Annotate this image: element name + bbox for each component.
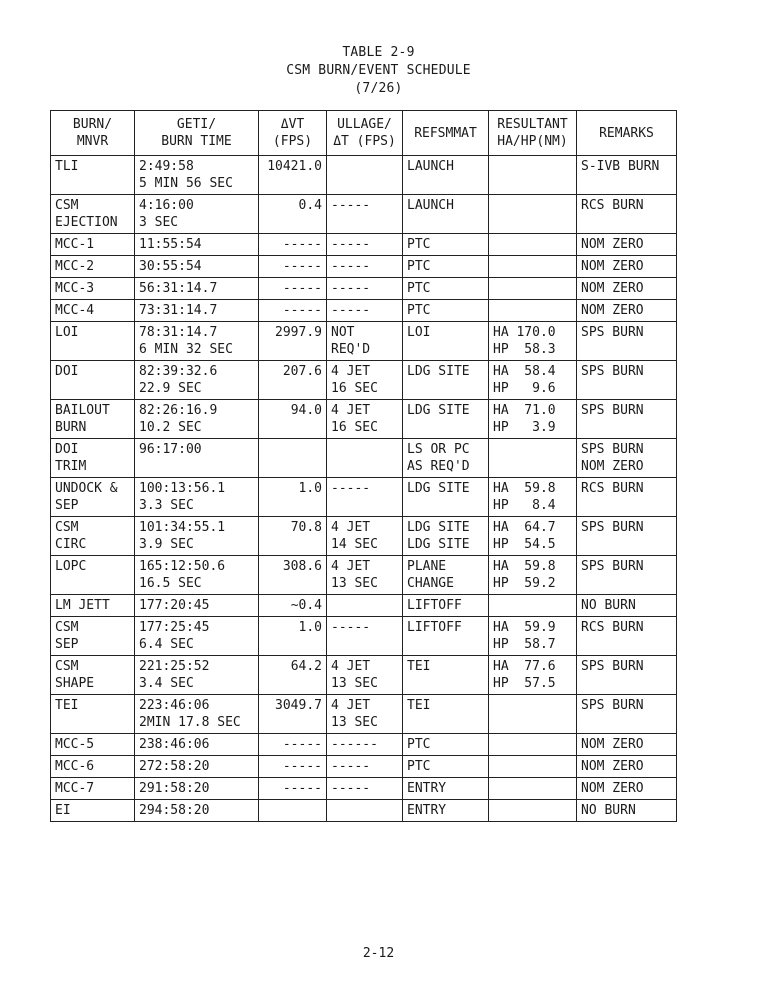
header-row	[51, 111, 677, 156]
table-cell: -----	[327, 278, 403, 300]
table-cell: 4 JET 13 SEC	[327, 556, 403, 595]
table-cell: LDG SITE LDG SITE	[403, 517, 489, 556]
table-cell: ------	[327, 734, 403, 756]
table-title: CSM BURN/EVENT SCHEDULE	[286, 63, 471, 78]
table-cell: MCC-4	[51, 300, 135, 322]
table-cell	[489, 595, 577, 617]
table-cell: TEI	[403, 656, 489, 695]
table-cell: HA 64.7 HP 54.5	[489, 517, 577, 556]
table-cell: -----	[259, 756, 327, 778]
table-cell	[489, 278, 577, 300]
table-cell: 177:20:45	[135, 595, 259, 617]
table-cell: 11:55:54	[135, 234, 259, 256]
table-cell: 4:16:00 3 SEC	[135, 195, 259, 234]
table-cell	[489, 256, 577, 278]
table-cell: HA 71.0 HP 3.9	[489, 400, 577, 439]
table-cell: LAUNCH	[403, 195, 489, 234]
table-cell: -----	[259, 278, 327, 300]
table-row	[51, 595, 677, 617]
table-cell: 207.6	[259, 361, 327, 400]
table-cell	[489, 234, 577, 256]
table-cell: MCC-7	[51, 778, 135, 800]
table-cell: 221:25:52 3.4 SEC	[135, 656, 259, 695]
table-row	[51, 734, 677, 756]
table-cell: UNDOCK & SEP	[51, 478, 135, 517]
table-cell: LDG SITE	[403, 361, 489, 400]
table-cell: 96:17:00	[135, 439, 259, 478]
table-row	[51, 361, 677, 400]
table-cell: CSM SEP	[51, 617, 135, 656]
table-cell: HA 58.4 HP 9.6	[489, 361, 577, 400]
table-row	[51, 256, 677, 278]
table-cell: NOM ZERO	[577, 778, 677, 800]
table-cell: NO BURN	[577, 595, 677, 617]
table-row	[51, 756, 677, 778]
table-cell: 101:34:55.1 3.9 SEC	[135, 517, 259, 556]
table-number: TABLE 2-9	[342, 45, 415, 60]
table-cell: 294:58:20	[135, 800, 259, 822]
table-cell: PTC	[403, 734, 489, 756]
table-cell	[259, 439, 327, 478]
table-cell: -----	[327, 478, 403, 517]
table-cell: DOI TRIM	[51, 439, 135, 478]
table-cell: LOI	[51, 322, 135, 361]
table-cell: LOPC	[51, 556, 135, 595]
table-cell: NOM ZERO	[577, 756, 677, 778]
table-cell: MCC-1	[51, 234, 135, 256]
table-cell: NOM ZERO	[577, 256, 677, 278]
table-cell: PTC	[403, 756, 489, 778]
table-cell: 308.6	[259, 556, 327, 595]
table-cell: 2:49:58 5 MIN 56 SEC	[135, 156, 259, 195]
table-cell: 78:31:14.7 6 MIN 32 SEC	[135, 322, 259, 361]
table-cell: -----	[327, 778, 403, 800]
column-header: ΔVT (FPS)	[259, 111, 327, 156]
column-header: REMARKS	[577, 111, 677, 156]
table-cell: PTC	[403, 278, 489, 300]
table-cell: TLI	[51, 156, 135, 195]
table-row	[51, 517, 677, 556]
table-cell	[489, 695, 577, 734]
table-row	[51, 800, 677, 822]
table-cell: 30:55:54	[135, 256, 259, 278]
table-row	[51, 556, 677, 595]
column-header: REFSMMAT	[403, 111, 489, 156]
table-cell: 177:25:45 6.4 SEC	[135, 617, 259, 656]
table-cell: 165:12:50.6 16.5 SEC	[135, 556, 259, 595]
table-cell: LDG SITE	[403, 400, 489, 439]
table-cell: 4 JET 16 SEC	[327, 361, 403, 400]
table-cell: HA 59.9 HP 58.7	[489, 617, 577, 656]
table-row	[51, 695, 677, 734]
table-cell: -----	[327, 234, 403, 256]
table-cell: ENTRY	[403, 778, 489, 800]
table-cell	[489, 756, 577, 778]
table-cell: -----	[327, 256, 403, 278]
table-cell: DOI	[51, 361, 135, 400]
page-number: 2-12	[362, 946, 395, 961]
table-cell: 94.0	[259, 400, 327, 439]
table-cell	[489, 195, 577, 234]
table-cell: SPS BURN	[577, 695, 677, 734]
table-cell: MCC-6	[51, 756, 135, 778]
table-row	[51, 617, 677, 656]
table-row	[51, 478, 677, 517]
table-cell: SPS BURN	[577, 361, 677, 400]
table-cell: LS OR PC AS REQ'D	[403, 439, 489, 478]
table-cell: MCC-5	[51, 734, 135, 756]
table-cell	[259, 800, 327, 822]
table-row	[51, 400, 677, 439]
table-cell	[327, 595, 403, 617]
table-cell: -----	[327, 300, 403, 322]
table-cell: ENTRY	[403, 800, 489, 822]
table-cell: 272:58:20	[135, 756, 259, 778]
table-cell: NO BURN	[577, 800, 677, 822]
burn-schedule-table	[50, 110, 677, 822]
table-row	[51, 300, 677, 322]
table-cell: 4 JET 14 SEC	[327, 517, 403, 556]
table-cell: SPS BURN	[577, 556, 677, 595]
table-cell: 82:39:32.6 22.9 SEC	[135, 361, 259, 400]
table-cell: -----	[327, 195, 403, 234]
table-cell: -----	[327, 617, 403, 656]
table-cell: -----	[259, 256, 327, 278]
table-row	[51, 156, 677, 195]
table-cell: LOI	[403, 322, 489, 361]
table-cell: 100:13:56.1 3.3 SEC	[135, 478, 259, 517]
table-cell: 64.2	[259, 656, 327, 695]
column-header: BURN/ MNVR	[51, 111, 135, 156]
table-cell: -----	[259, 778, 327, 800]
table-cell: 70.8	[259, 517, 327, 556]
table-cell	[489, 778, 577, 800]
table-cell	[327, 439, 403, 478]
table-cell	[489, 734, 577, 756]
table-cell: 3049.7	[259, 695, 327, 734]
table-date: (7/26)	[354, 81, 403, 96]
table-cell: RCS BURN	[577, 617, 677, 656]
table-row	[51, 278, 677, 300]
table-cell: HA 59.8 HP 8.4	[489, 478, 577, 517]
table-cell: -----	[259, 734, 327, 756]
table-cell: RCS BURN	[577, 195, 677, 234]
table-cell: LM JETT	[51, 595, 135, 617]
column-header: RESULTANT HA/HP(NM)	[489, 111, 577, 156]
table-cell: LIFTOFF	[403, 595, 489, 617]
table-cell: 82:26:16.9 10.2 SEC	[135, 400, 259, 439]
table-row	[51, 439, 677, 478]
table-cell	[327, 156, 403, 195]
table-cell: 4 JET 16 SEC	[327, 400, 403, 439]
table-cell: HA 77.6 HP 57.5	[489, 656, 577, 695]
table-cell: NOM ZERO	[577, 734, 677, 756]
table-cell: 238:46:06	[135, 734, 259, 756]
table-cell: 73:31:14.7	[135, 300, 259, 322]
table-cell: SPS BURN	[577, 400, 677, 439]
table-cell: 4 JET 13 SEC	[327, 695, 403, 734]
table-cell: 4 JET 13 SEC	[327, 656, 403, 695]
table-row	[51, 656, 677, 695]
table-cell: 291:58:20	[135, 778, 259, 800]
table-cell: -----	[327, 756, 403, 778]
table-cell	[489, 156, 577, 195]
table-cell: BAILOUT BURN	[51, 400, 135, 439]
table-cell: NOM ZERO	[577, 300, 677, 322]
table-row	[51, 195, 677, 234]
table-cell: EI	[51, 800, 135, 822]
table-cell: HA 59.8 HP 59.2	[489, 556, 577, 595]
table-cell: TEI	[403, 695, 489, 734]
table-cell: SPS BURN	[577, 517, 677, 556]
table-cell: 56:31:14.7	[135, 278, 259, 300]
table-cell: CSM SHAPE	[51, 656, 135, 695]
table-cell: CSM EJECTION	[51, 195, 135, 234]
table-cell: PTC	[403, 300, 489, 322]
table-cell	[327, 800, 403, 822]
table-cell: TEI	[51, 695, 135, 734]
table-cell: PLANE CHANGE	[403, 556, 489, 595]
table-cell: -----	[259, 300, 327, 322]
table-cell: 1.0	[259, 617, 327, 656]
table-cell: SPS BURN	[577, 656, 677, 695]
table-cell	[489, 439, 577, 478]
table-row	[51, 322, 677, 361]
table-cell: NOT REQ'D	[327, 322, 403, 361]
table-cell: PTC	[403, 256, 489, 278]
table-cell: -----	[259, 234, 327, 256]
table-cell: LAUNCH	[403, 156, 489, 195]
table-cell	[489, 300, 577, 322]
table-cell	[489, 800, 577, 822]
table-cell: NOM ZERO	[577, 278, 677, 300]
table-row	[51, 234, 677, 256]
table-row	[51, 778, 677, 800]
table-cell: RCS BURN	[577, 478, 677, 517]
table-cell: PTC	[403, 234, 489, 256]
table-cell: 1.0	[259, 478, 327, 517]
table-cell: LDG SITE	[403, 478, 489, 517]
table-cell: ~0.4	[259, 595, 327, 617]
table-cell: 223:46:06 2MIN 17.8 SEC	[135, 695, 259, 734]
table-cell: NOM ZERO	[577, 234, 677, 256]
table-cell: 0.4	[259, 195, 327, 234]
table-cell: 2997.9	[259, 322, 327, 361]
table-cell: HA 170.0 HP 58.3	[489, 322, 577, 361]
table-cell: S-IVB BURN	[577, 156, 677, 195]
column-header: ULLAGE/ ΔT (FPS)	[327, 111, 403, 156]
table-cell: SPS BURN NOM ZERO	[577, 439, 677, 478]
table-cell: SPS BURN	[577, 322, 677, 361]
table-cell: LIFTOFF	[403, 617, 489, 656]
table-cell: MCC-2	[51, 256, 135, 278]
table-cell: MCC-3	[51, 278, 135, 300]
table-cell: 10421.0	[259, 156, 327, 195]
column-header: GETI/ BURN TIME	[135, 111, 259, 156]
table-cell: CSM CIRC	[51, 517, 135, 556]
